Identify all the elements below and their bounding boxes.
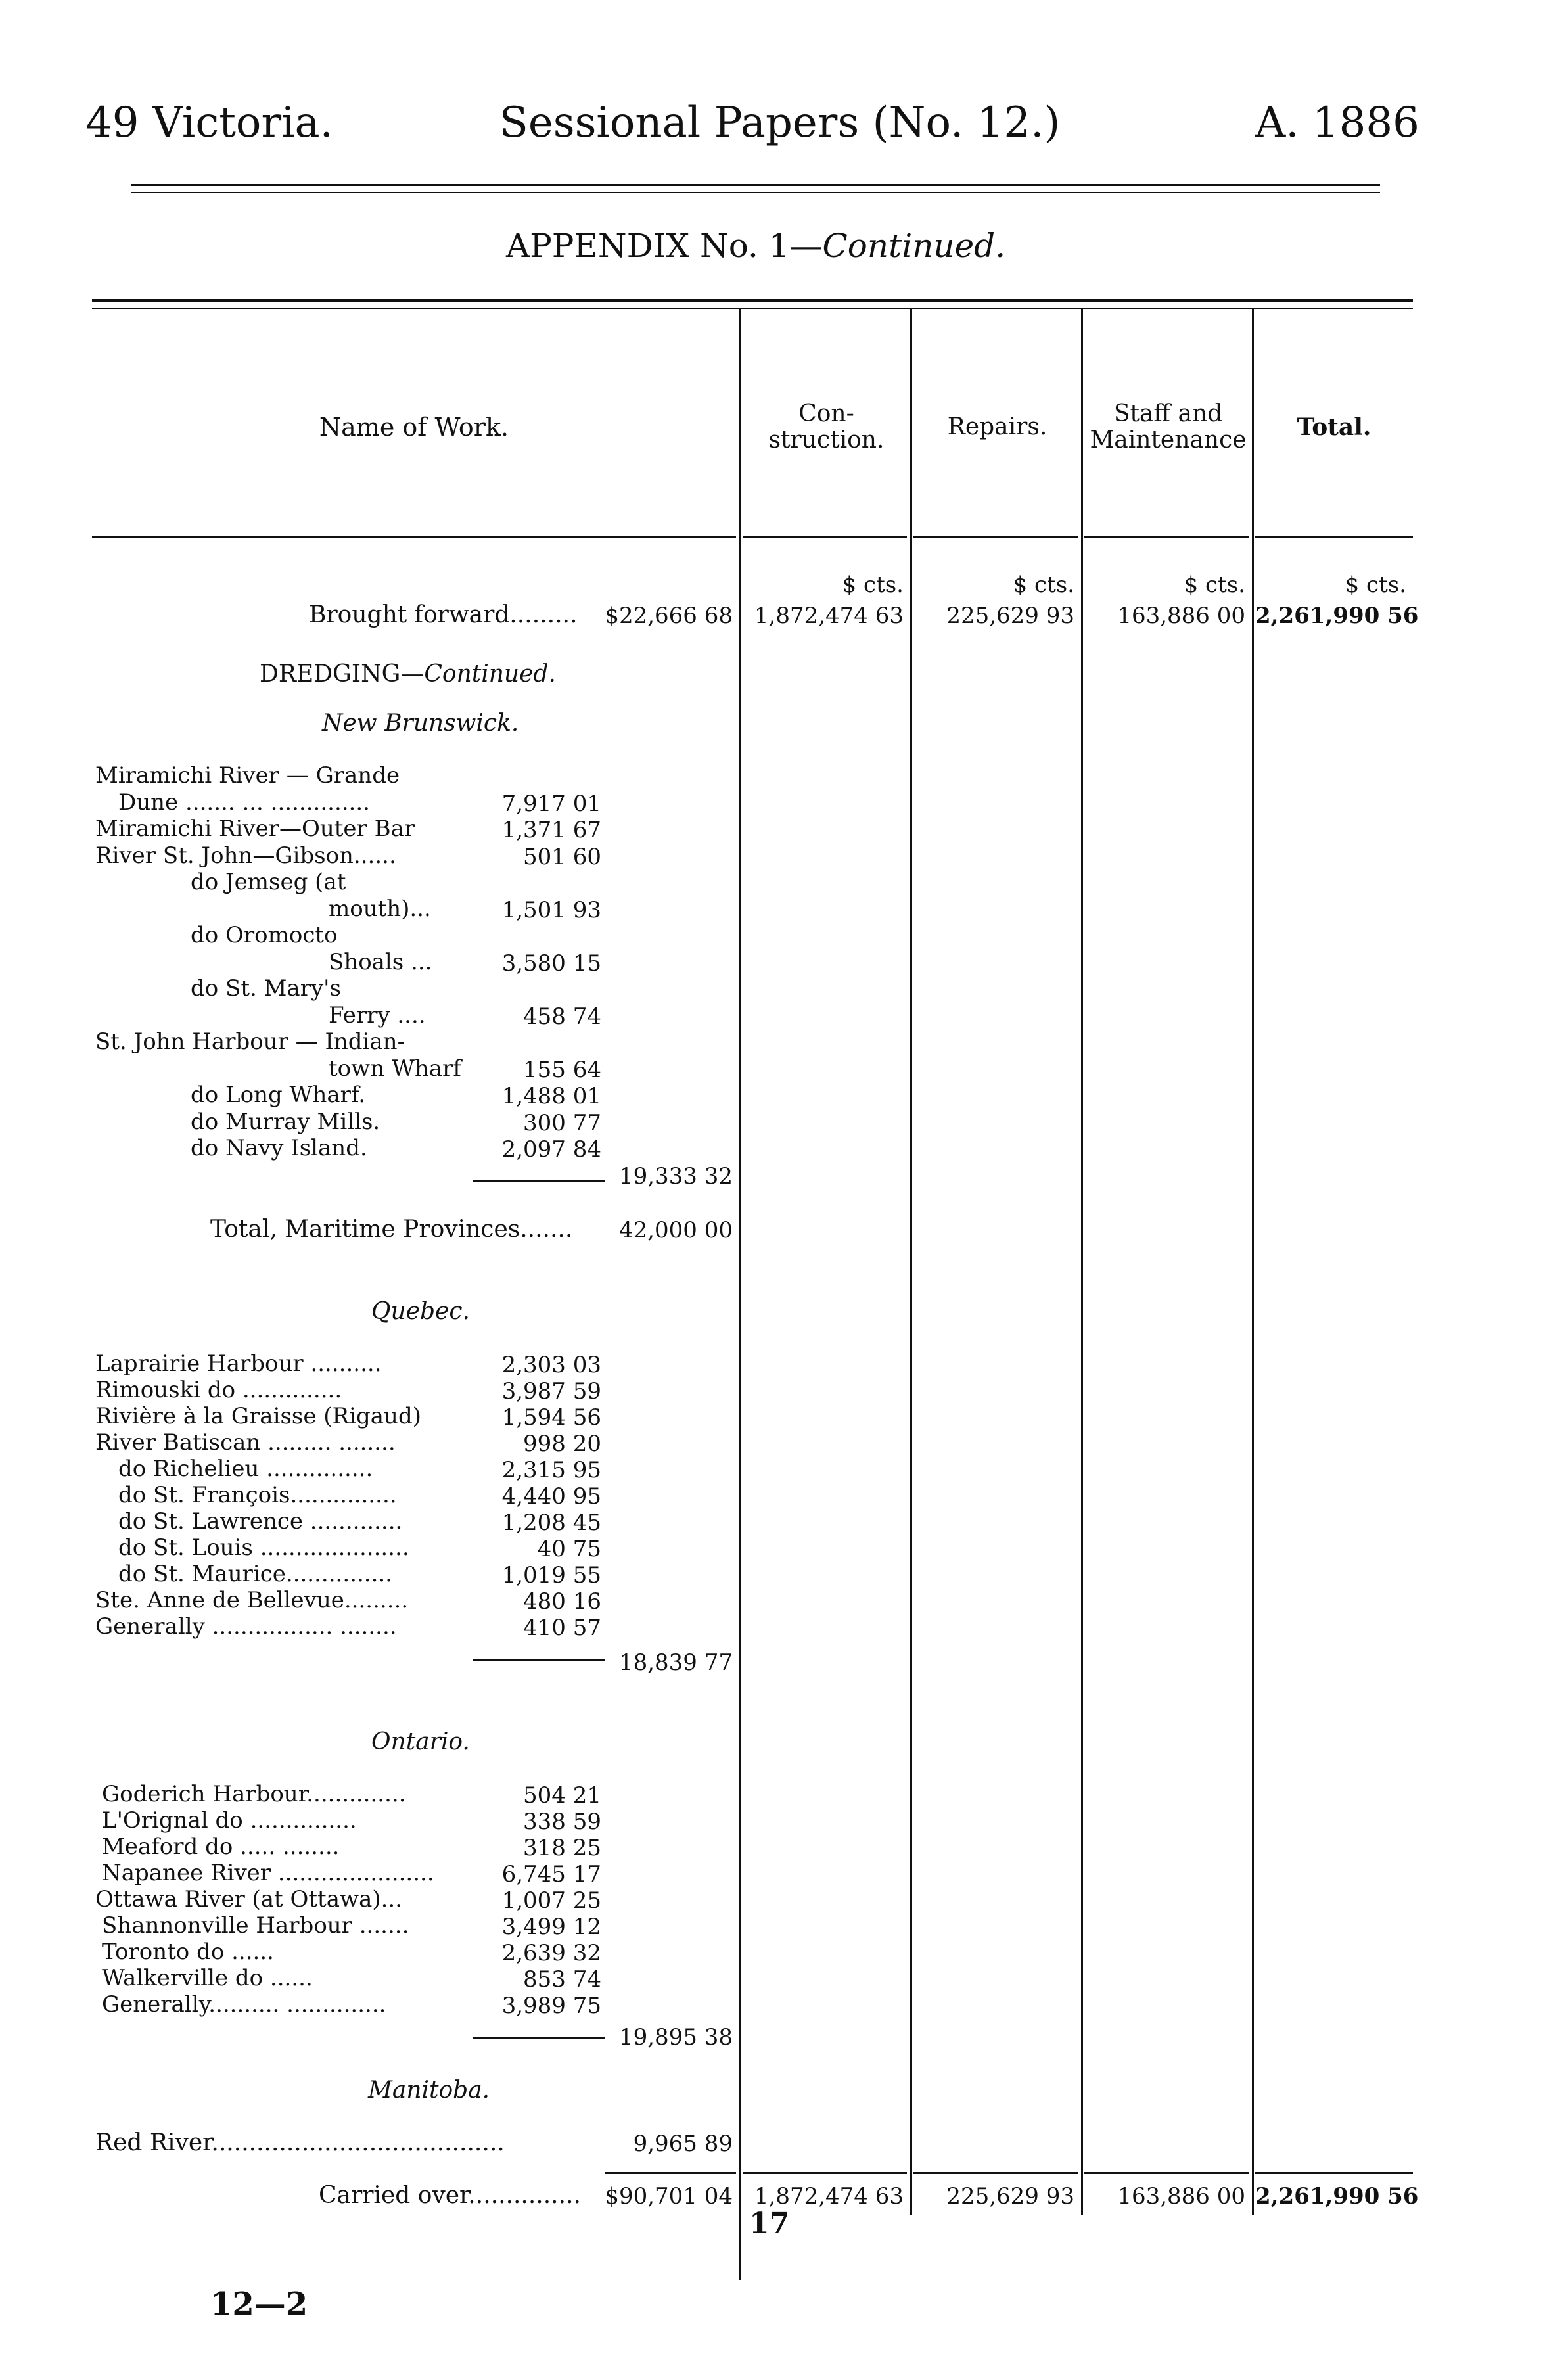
list-item-name: Toronto do ......: [102, 1939, 274, 1965]
list-item-name: Ste. Anne de Bellevue.........: [95, 1587, 409, 1613]
list-item-name: Laprairie Harbour ..........: [95, 1351, 382, 1377]
list-item-amount: 2,097 84: [501, 1136, 601, 1163]
list-item-name: Miramichi River — Grande: [95, 762, 400, 789]
header-sep-staff: [1084, 536, 1249, 538]
list-item-name: Shoals ...: [329, 948, 432, 975]
header-sep-name: [92, 536, 736, 538]
sheet-signature: 12—2: [210, 2286, 308, 2323]
list-item-amount: 998 20: [523, 1431, 601, 1457]
list-item-amount: 3,580 15: [501, 950, 601, 977]
list-item-name: Generally ................. ........: [95, 1613, 397, 1640]
col-header-total: Total.: [1297, 413, 1372, 441]
carried-over-staff: 163,886 00: [1117, 2183, 1245, 2209]
list-item-amount: 338 59: [523, 1809, 601, 1835]
header-left: 49 Victoria.: [85, 99, 333, 147]
list-item-name: do St. Lawrence .............: [118, 1508, 403, 1535]
table-top-rule: [92, 299, 1413, 302]
list-item-amount: 2,639 32: [501, 1940, 601, 1966]
list-item-name: town Wharf: [329, 1055, 461, 1082]
list-item-name: Dune ....... ... ..............: [118, 789, 370, 816]
currency-repairs: $ cts.: [1013, 572, 1074, 598]
brought-forward-total: 2,261,990 56: [1255, 603, 1419, 629]
on-subtotal-rule: [473, 2037, 605, 2039]
list-item-amount: 501 60: [523, 843, 601, 870]
header-sep-total: [1255, 536, 1413, 538]
carried-over-repairs: 225,629 93: [946, 2183, 1074, 2209]
carried-rule-staff: [1084, 2172, 1249, 2174]
brought-forward-amount: $22,666 68: [605, 603, 733, 629]
col-header-repairs: Repairs.: [947, 413, 1048, 440]
list-item-name: do Oromocto: [191, 922, 338, 948]
col-header-staff: Staff and Maintenance: [1090, 400, 1247, 453]
list-item-name: St. John Harbour — Indian-: [95, 1029, 405, 1055]
list-item-amount: 300 77: [523, 1109, 601, 1136]
list-item-name: Miramichi River—Outer Bar: [95, 816, 415, 842]
list-item-name: do Long Wharf.: [191, 1082, 366, 1108]
section-new-brunswick: New Brunswick.: [322, 710, 519, 737]
section-manitoba: Manitoba.: [368, 2077, 490, 2104]
list-item-amount: 1,371 67: [501, 817, 601, 843]
list-item-amount: 853 74: [523, 1966, 601, 1993]
nb-subtotal: 19,333 32: [618, 1163, 733, 1190]
header-rule-bottom: [131, 192, 1380, 193]
list-item-amount: 6,745 17: [501, 1861, 601, 1887]
list-item-amount: 1,488 01: [501, 1083, 601, 1109]
list-item-amount: 4,440 95: [501, 1483, 601, 1510]
list-item-amount: 410 57: [523, 1615, 601, 1641]
header-center: Sessional Papers (No. 12.): [499, 99, 1061, 147]
nb-subtotal-rule: [473, 1180, 605, 1182]
carried-over-label: Carried over...............: [319, 2182, 581, 2209]
list-item-amount: 1,019 55: [501, 1562, 601, 1588]
carried-rule-construction: [743, 2172, 907, 2174]
header-right: A. 1886: [1255, 99, 1419, 147]
list-item-name: L'Orignal do ...............: [102, 1807, 357, 1834]
list-item-name: Ottawa River (at Ottawa)...: [95, 1886, 403, 1912]
list-item-name: do Jemseg (at: [191, 869, 346, 895]
carried-rule-amount: [605, 2172, 736, 2174]
header-rule-top: [131, 184, 1380, 186]
list-item-name: do Navy Island.: [191, 1135, 367, 1161]
header-sep-construction: [743, 536, 907, 538]
list-item-amount: 155 64: [523, 1056, 601, 1083]
maritime-total-label: Total, Maritime Provinces.......: [210, 1216, 573, 1243]
list-item-name: Goderich Harbour..............: [102, 1781, 406, 1807]
col-header-construction: Con- struction.: [768, 400, 885, 453]
currency-total: $ cts.: [1345, 572, 1406, 598]
list-item-amount: 7,917 01: [501, 790, 601, 817]
list-item-amount: 2,315 95: [501, 1457, 601, 1483]
currency-staff: $ cts.: [1184, 572, 1245, 598]
col-line-3: [1081, 309, 1083, 2215]
brought-forward-repairs: 225,629 93: [946, 603, 1074, 629]
col-line-4: [1252, 309, 1254, 2215]
carried-over-construction: 1,872,474 63: [754, 2183, 904, 2209]
currency-construction: $ cts.: [842, 572, 904, 598]
list-item-name: do St. Louis .....................: [118, 1535, 409, 1561]
list-item-name: Ferry ....: [329, 1002, 426, 1029]
list-item-name: Napanee River ......................: [102, 1860, 434, 1886]
list-item-amount: 1,594 56: [501, 1404, 601, 1431]
qc-subtotal: 18,839 77: [618, 1650, 733, 1676]
header-sep-repairs: [913, 536, 1078, 538]
list-item-amount: 3,987 59: [501, 1378, 601, 1404]
list-item-name: Generally.......... ..............: [102, 1991, 386, 2018]
list-item-name: do Murray Mills.: [191, 1108, 380, 1135]
list-item-amount: 2,303 03: [501, 1352, 601, 1378]
list-item-name: Rivière à la Graisse (Rigaud): [95, 1403, 421, 1429]
list-item-name: Rimouski do ..............: [95, 1377, 342, 1403]
list-item-amount: 458 74: [523, 1003, 601, 1030]
list-item-name: do St. Maurice...............: [118, 1561, 392, 1587]
table-top-rule-thin: [92, 308, 1413, 309]
col-line-1: [739, 309, 741, 2280]
section-ontario: Ontario.: [371, 1728, 470, 1755]
brought-forward-staff: 163,886 00: [1117, 603, 1245, 629]
carried-over-total: 2,261,990 56: [1255, 2183, 1419, 2209]
page-title: APPENDIX No. 1—Continued.: [506, 227, 1006, 265]
list-item-name: Meaford do ..... ........: [102, 1834, 340, 1860]
carried-over-amount: $90,701 04: [605, 2183, 733, 2209]
section-quebec: Quebec.: [371, 1298, 470, 1325]
col-header-name: Name of Work.: [319, 413, 509, 442]
list-item-amount: 318 25: [523, 1835, 601, 1861]
list-item-name: do St. Mary's: [191, 975, 341, 1002]
carried-rule-total: [1255, 2172, 1413, 2174]
qc-subtotal-rule: [473, 1659, 605, 1661]
list-item-amount: 480 16: [523, 1588, 601, 1615]
list-item-name: Walkerville do ......: [102, 1965, 313, 1991]
manitoba-item-red-river: Red River.......................................: [95, 2129, 505, 2156]
maritime-total-amount: 42,000 00: [618, 1217, 733, 1243]
list-item-name: do St. François...............: [118, 1482, 397, 1508]
list-item-name: Shannonville Harbour .......: [102, 1912, 409, 1939]
list-item-name: do Richelieu ...............: [118, 1456, 373, 1482]
col-line-2: [910, 309, 912, 2215]
manitoba-amount: 9,965 89: [633, 2131, 733, 2157]
list-item-amount: 1,208 45: [501, 1510, 601, 1536]
dredging-heading: DREDGING—Continued.: [260, 660, 556, 687]
on-subtotal: 19,895 38: [618, 2024, 733, 2050]
list-item-amount: 3,499 12: [501, 1914, 601, 1940]
list-item-amount: 3,989 75: [501, 1993, 601, 2019]
brought-forward-label: Brought forward.........: [309, 601, 578, 628]
list-item-amount: 504 21: [523, 1782, 601, 1809]
list-item-amount: 40 75: [537, 1536, 601, 1562]
list-item-amount: 1,501 93: [501, 896, 601, 923]
page-number: 17: [749, 2207, 790, 2240]
list-item-name: River Batiscan ......... ........: [95, 1429, 396, 1456]
list-item-name: mouth)...: [329, 895, 431, 922]
brought-forward-construction: 1,872,474 63: [754, 603, 904, 629]
carried-rule-repairs: [913, 2172, 1078, 2174]
list-item-amount: 1,007 25: [501, 1887, 601, 1914]
list-item-name: River St. John—Gibson......: [95, 842, 396, 869]
